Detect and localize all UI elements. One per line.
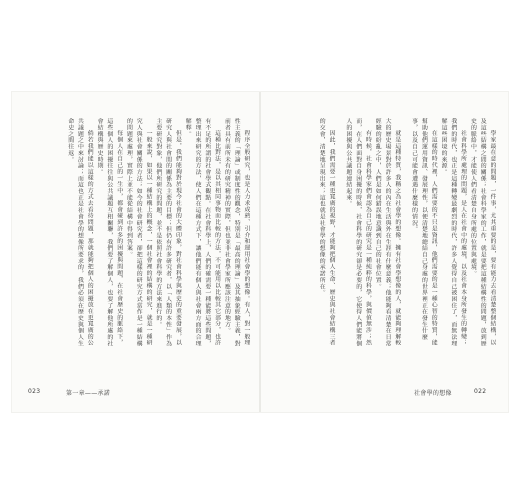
paragraph: 一般來說，如果以一種結構上的概念，一個社會裡的結構的研究，就是一種研究人與社會關係的方法；如今的社會研究者，卻把這樣的研究方式當作是一種結構的問題來處理，實際上並不能從結構中得到答案。	[125, 118, 152, 347]
paragraph: 但是，我們能夠對於現今社會的大體印象，對社會科學與歷史的重要發展，以研究人與社會間的關係為主要的目標；但仍有許多研究者，以「人類的本性」作為主要研究對象，他們所研究的問題，並不是依照社會科學的方法來進行的。	[154, 118, 181, 347]
paragraph: 有時候，社會科學家們會認為自己的研究是一種純粹的科學，與價值無涉；然而，在人們面對自身困擾的時候，社會科學的研究卻是必要的，它使得人們能將個人的困擾與公共議題連結起來。	[344, 118, 371, 347]
page-number: 022	[474, 388, 487, 395]
book-spread	[12, 92, 508, 412]
right-page-body	[270, 118, 496, 350]
running-head: 社會學的想像	[414, 390, 452, 397]
paragraph: 這種比對法，是以其相同事物而比較的方法，不可能用以比較其它部分，也許有不足的所謂的社會學式觀點。在社會科學上，人們的確需要一種能將這些問題，整理出來研究的方法，使人們在這種方式下，讓他們能有個人與社會兩方面的合理解釋。	[184, 118, 220, 347]
page-number: 023	[28, 388, 41, 395]
paragraph: 社會科學所處理的問題，是人在社會中的處境，以及社會本身所發生的轉變；我們的時代，也正是這種轉變最劇烈的時代，許多人覺得自己被困住了，而無法理解這些困境的來源。	[440, 118, 466, 347]
left-page-body	[26, 118, 250, 350]
paragraph: 因此，我們需要一種更寬廣的視野，才能夠把個人生命、歷史與社會結構三者的交會，清楚地呈現出來；這也就是社會學的想像的承諾所在。	[318, 118, 335, 346]
paragraph: 學家最在意的問題，一件事，尤其重要的是，要有能力去看清楚整個結構，以及這些結構之間的關係；社會科學家的工作，就是要把這種結構性的問題，放到歷史的脈絡中，才能使人們看清楚自身所處的位置與處境。	[469, 118, 495, 347]
right-page	[260, 92, 508, 412]
paragraph: 在這樣的時代裡，人們需要的不只是資訊，他們需要的是一種心智的特質，能幫助他們運用資訊、發展理性，以便清楚地總結自己身處的世界裡正在發生什麼事，以及自己可能會遭遇什麼樣的情況。	[410, 118, 437, 346]
paragraph: 程序全般研究，也是人力求成熟、引介和運用社會學的想像。有人，對一般理性主義的「理論」或制度性的觀念，特別是「最高的理論」及其抽象經驗主義，對前者具有前所未有的研究精神的實際，但也並非社會學家所應該注意的地方。	[223, 118, 249, 347]
paragraph: 倘若我們能以這樣的方式去看待問題，那就能夠把個人的困擾放在更寬廣的公共議題之中來討論；而這也正是社會學的想像所要求的，我們必須在歷史與個人生命史之間往返。	[66, 118, 93, 347]
paragraph: 就是這種特質，我稱之為社會學的想像。擁有社會學想像的人，就能夠理解較大的歷史場景對於許多人的內在生活與外在生涯有什麼意義；他能夠看清楚在日常經驗的紛亂之中，人們是如何錯誤地意識到自己的社會位置。	[374, 118, 400, 347]
left-page	[12, 92, 260, 412]
running-head: 第一章——承諾	[66, 390, 111, 397]
paragraph: 每個人在自己的一生中，都會碰到許多的困擾與問題，在社會歷史的脈絡下，這些個人的困擾往往與公共議題互相關聯，我們要了解個人，也要了解他所處的社會結構與歷史時期。	[96, 118, 122, 347]
